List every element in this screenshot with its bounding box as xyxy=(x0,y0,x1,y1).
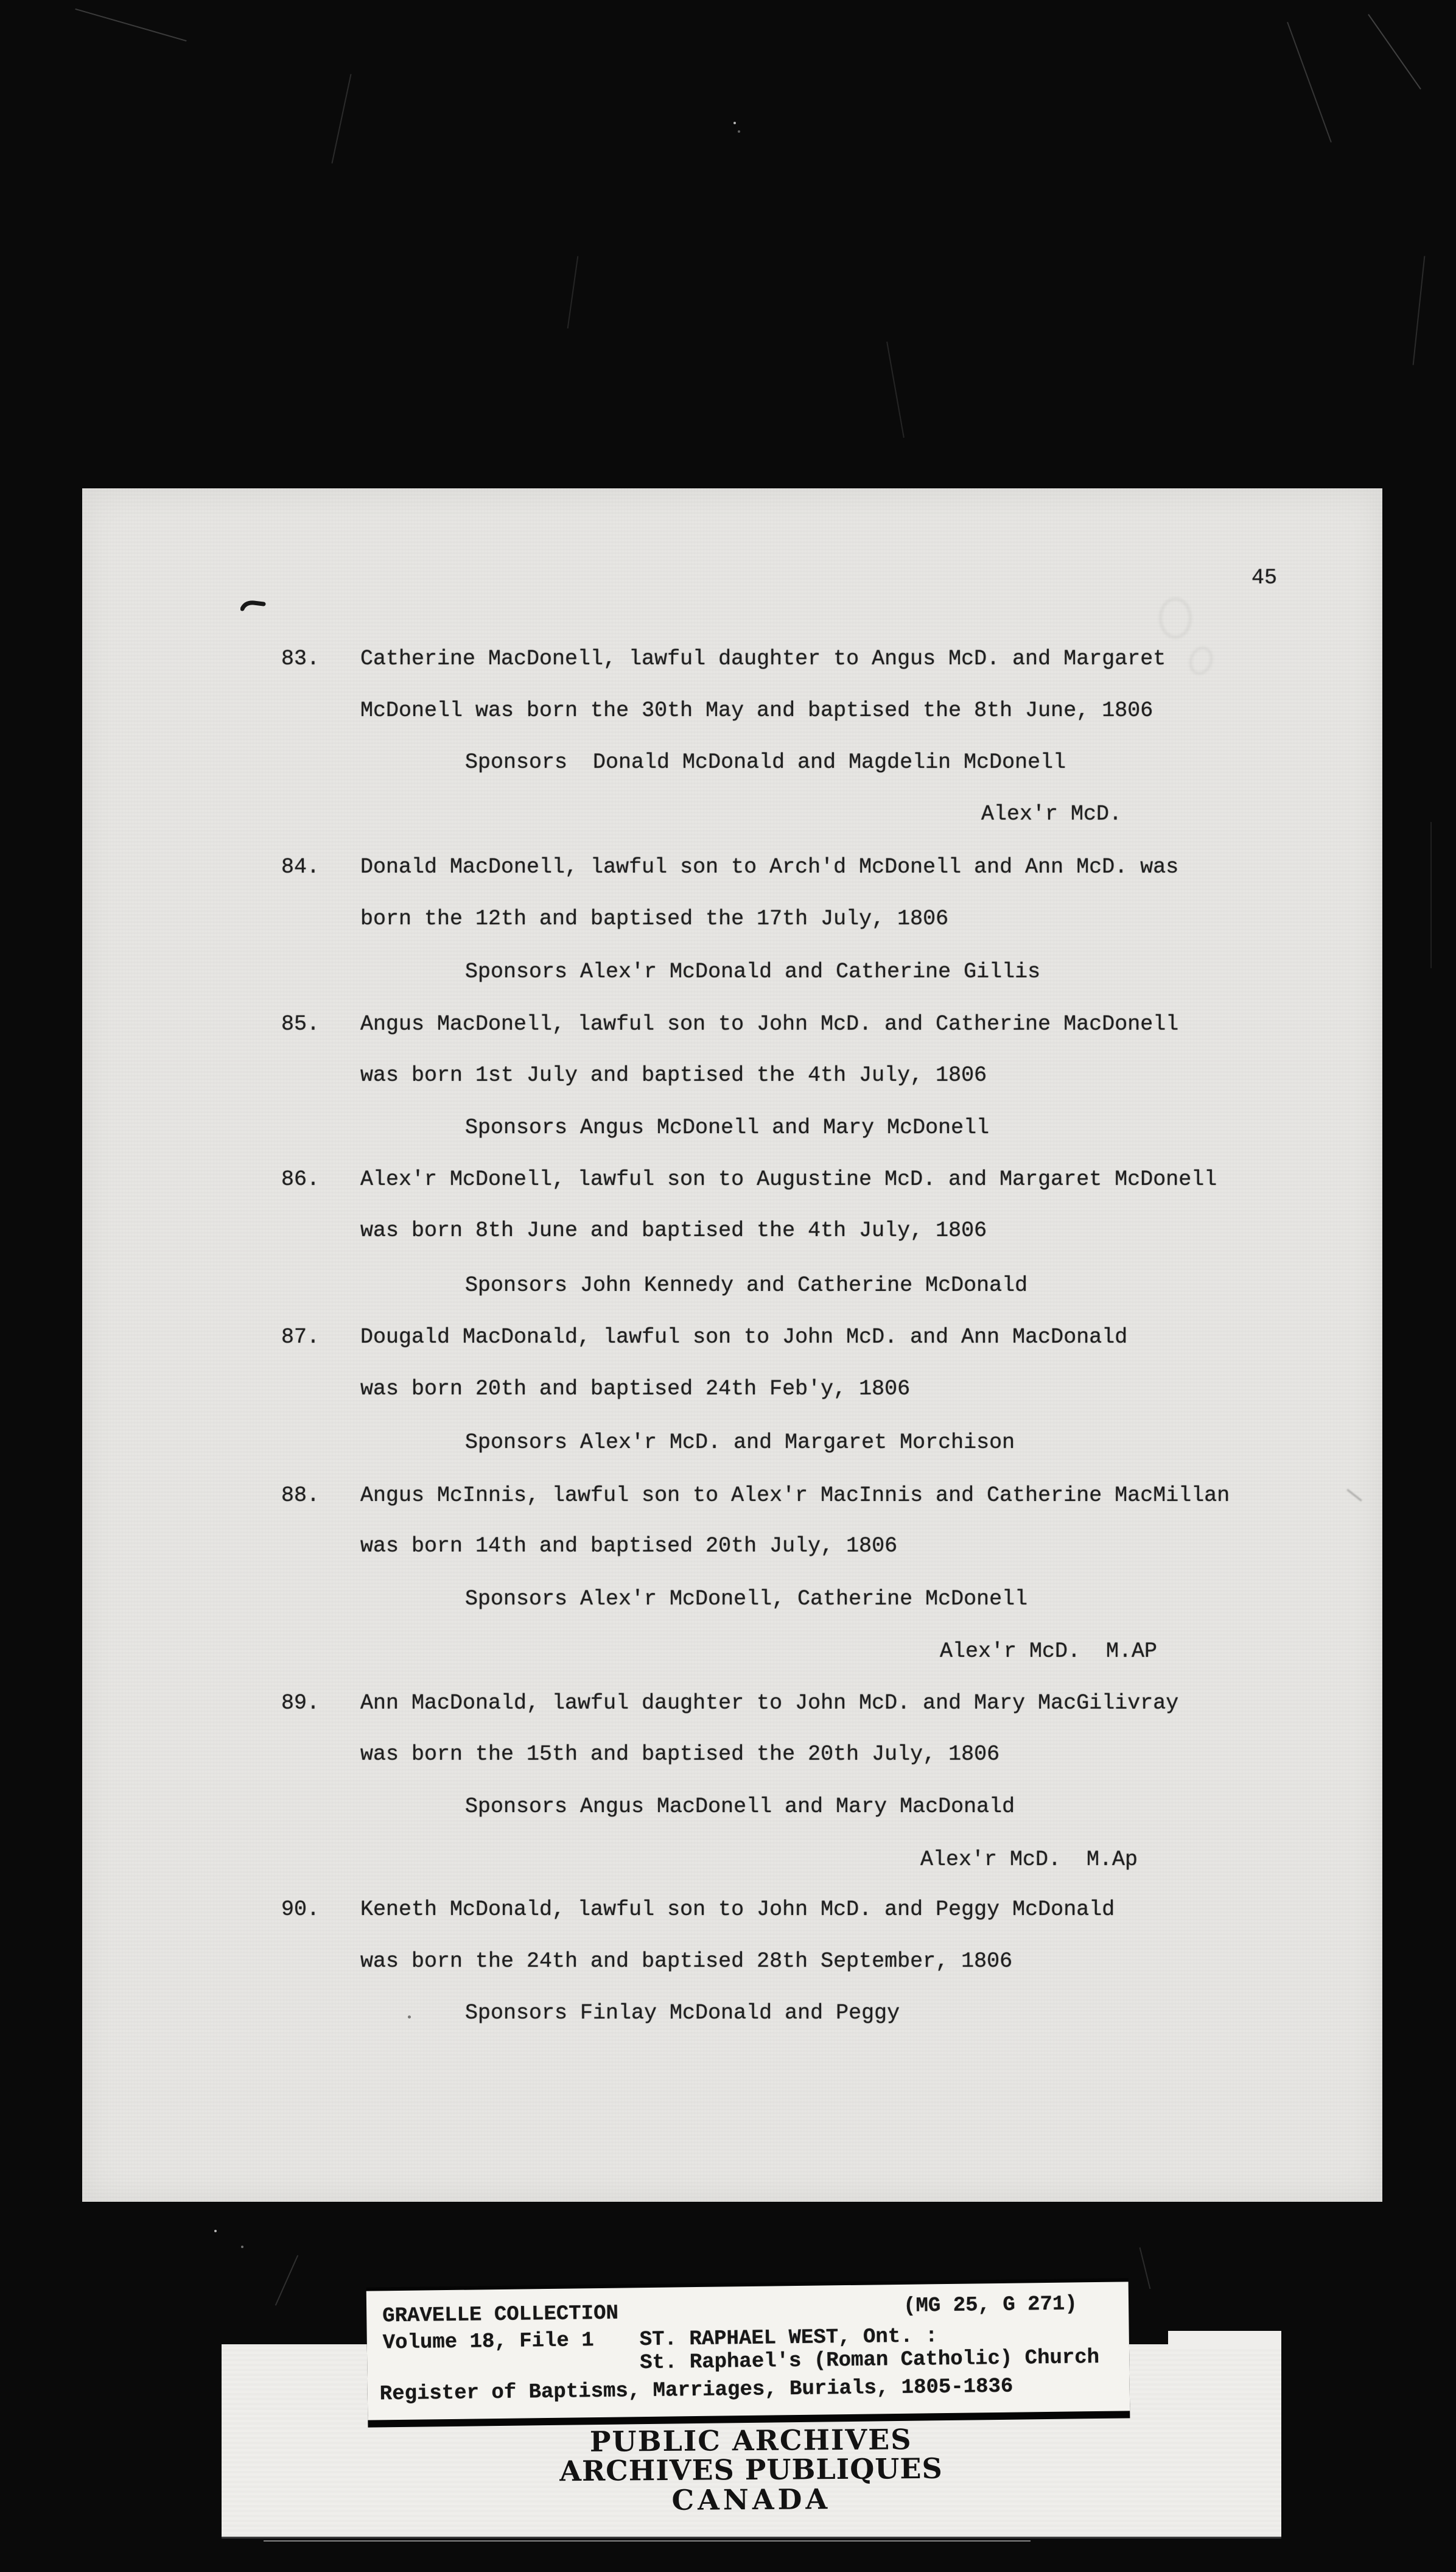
register-entry-line xyxy=(281,1484,1230,1507)
entry-text: Ann MacDonald, lawful daughter to John McD. and Mary MacGilivray xyxy=(360,1691,1179,1715)
stamp-line-french: ARCHIVES PUBLIQUES xyxy=(559,2451,943,2488)
collection-title: GRAVELLE COLLECTION xyxy=(382,2302,619,2328)
film-speck xyxy=(733,122,736,124)
register-entry-line xyxy=(281,1013,1178,1036)
ghost-mark xyxy=(1186,644,1216,678)
entry-number: 84. xyxy=(281,855,320,879)
register-entry-line xyxy=(281,647,1166,670)
archives-stamp xyxy=(508,2424,995,2517)
register-entry-line xyxy=(281,1168,1217,1191)
register-entry-line xyxy=(281,1326,1127,1349)
entry-text: Dougald MacDonald, lawful son to John McD. and Ann MacDonald xyxy=(360,1325,1128,1349)
register-entry-line xyxy=(281,1898,1115,1921)
ghost-mark xyxy=(1160,598,1191,638)
entry-number: 86. xyxy=(281,1167,320,1192)
entry-text: Keneth McDonald, lawful son to John McD. and Peggy McDonald xyxy=(360,1897,1115,1922)
film-scratch xyxy=(886,342,905,438)
priest-signature: Alex'r McD. M.AP xyxy=(940,1639,1158,1664)
register-entry-line: was born 8th June and baptised the 4th July, 1806 xyxy=(360,1218,987,1243)
entry-text: Catherine MacDonell, lawful daughter to Angus McD. and Margaret xyxy=(360,647,1166,671)
register-entry-line xyxy=(281,856,1178,879)
entry-number: 88. xyxy=(281,1483,320,1508)
bottom-sheet-tab xyxy=(1168,2331,1281,2349)
film-scratch xyxy=(1368,14,1421,90)
page-number: 45 xyxy=(1251,566,1278,590)
register-entry-line: was born 14th and baptised 20th July, 1806 xyxy=(360,1534,898,1558)
film-speck xyxy=(738,130,740,133)
entry-number: 89. xyxy=(281,1691,320,1715)
film-scratch xyxy=(567,256,579,328)
register-entry-line: was born 1st July and baptised the 4th July, 1806 xyxy=(360,1063,987,1087)
register-entry-line: was born the 24th and baptised 28th September, 1806 xyxy=(360,1949,1013,1973)
register-description: Register of Baptisms, Marriages, Burials, 1805-1836 xyxy=(379,2375,1013,2406)
film-scratch xyxy=(264,2540,1031,2542)
entry-number: 90. xyxy=(281,1897,320,1922)
stamp-line-canada: CANADA xyxy=(671,2482,831,2517)
film-scratch xyxy=(331,74,351,163)
film-speck xyxy=(241,2246,243,2248)
film-speck xyxy=(214,2230,217,2232)
collection-reference: (MG 25, G 271) xyxy=(903,2293,1077,2318)
priest-signature: Alex'r McD. xyxy=(981,802,1122,826)
entry-text: Angus MacDonell, lawful son to John McD. and Catherine MacDonell xyxy=(360,1012,1179,1036)
film-scratch xyxy=(275,2255,298,2305)
register-sponsors-line: Sponsors John Kennedy and Catherine McDonald xyxy=(465,1273,1028,1298)
stray-ink-dot xyxy=(408,2015,411,2019)
register-sponsors-line: Sponsors Alex'r McDonald and Catherine Gillis xyxy=(465,960,1041,984)
entry-number: 87. xyxy=(281,1325,320,1349)
location: ST. RAPHAEL WEST, Ont. : xyxy=(639,2325,938,2352)
register-entry-line xyxy=(281,1692,1178,1715)
entry-text: Angus McInnis, lawful son to Alex'r MacInnis and Catherine MacMillan xyxy=(360,1483,1230,1508)
register-sponsors-line: Sponsors Angus MacDonell and Mary MacDonald xyxy=(465,1794,1015,1819)
film-scratch xyxy=(1287,22,1332,142)
volume-file: Volume 18, File 1 xyxy=(382,2329,594,2355)
stamp-line-english: PUBLIC ARCHIVES xyxy=(589,2423,912,2458)
entry-text: Alex'r McDonell, lawful son to Augustine McD. and Margaret McDonell xyxy=(360,1167,1217,1192)
document-page xyxy=(82,488,1382,2202)
ghost-mark xyxy=(1346,1489,1362,1502)
register-sponsors-line: Sponsors Donald McDonald and Magdelin McDonell xyxy=(465,750,1066,775)
collection-label-card xyxy=(366,2282,1130,2420)
film-scratch xyxy=(1430,822,1432,968)
register-entry-line: born the 12th and baptised the 17th July, 1806 xyxy=(360,907,949,931)
register-sponsors-line: Sponsors Finlay McDonald and Peggy xyxy=(465,2001,900,2025)
film-scratch xyxy=(75,9,186,41)
church-name: St. Raphael's (Roman Catholic) Church xyxy=(640,2345,1100,2375)
entry-number: 83. xyxy=(281,647,320,671)
film-scratch xyxy=(1139,2247,1151,2289)
register-sponsors-line: Sponsors Angus McDonell and Mary McDonell xyxy=(465,1116,990,1140)
entry-number: 85. xyxy=(281,1012,320,1036)
register-entry-line: was born the 15th and baptised the 20th July, 1806 xyxy=(360,1742,1000,1766)
film-scratch xyxy=(1413,256,1426,365)
entry-text: Donald MacDonell, lawful son to Arch'd McDonell and Ann McD. was xyxy=(360,855,1179,879)
register-sponsors-line: Sponsors Alex'r McD. and Margaret Morchison xyxy=(465,1430,1015,1455)
register-entry-line: was born 20th and baptised 24th Feb'y, 1806 xyxy=(360,1377,911,1401)
register-entry-line: McDonell was born the 30th May and baptised the 8th June, 1806 xyxy=(360,698,1153,723)
pen-mark xyxy=(240,599,266,613)
priest-signature: Alex'r McD. M.Ap xyxy=(920,1847,1138,1872)
register-sponsors-line: Sponsors Alex'r McDonell, Catherine McDonell xyxy=(465,1587,1028,1611)
